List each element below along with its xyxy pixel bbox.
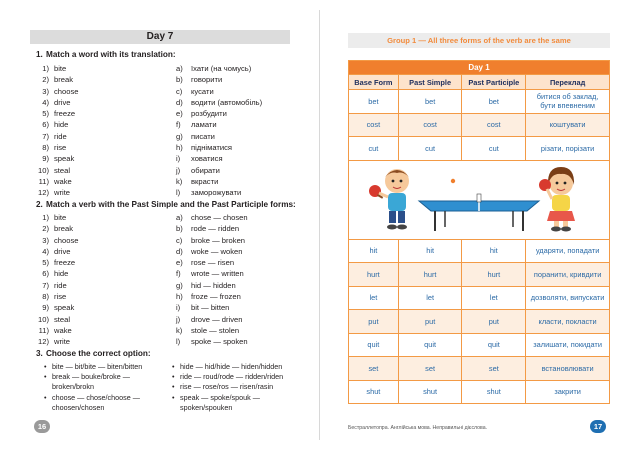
table-cell: set (398, 357, 462, 381)
item-text: водити (автомобіль) (191, 97, 263, 107)
form-item (176, 314, 248, 325)
exercise-2-forms (176, 212, 248, 348)
translation-item (176, 142, 262, 153)
right-page (320, 0, 640, 450)
table-row (349, 113, 610, 137)
item-marker: i) (176, 154, 181, 164)
item-marker: b) (176, 224, 183, 234)
item-text: spoke — spoken (191, 337, 248, 347)
table-cell: cut (349, 137, 399, 161)
translation-item (176, 176, 262, 187)
item-marker: 11) (38, 176, 49, 186)
header-translation: Переклад (526, 75, 610, 90)
header-past-simple: Past Simple (398, 75, 462, 90)
item-text: вкрасти (191, 176, 219, 186)
verb-item (33, 302, 79, 313)
translation-item (176, 119, 262, 130)
exercise-3-options-col2 (172, 362, 302, 413)
table-day-label: Day 1 (349, 61, 610, 75)
verb-item (33, 314, 79, 325)
word-item (33, 74, 79, 85)
table-row (349, 90, 610, 114)
word-item (33, 142, 79, 153)
item-marker: a) (176, 213, 183, 222)
word-item (33, 97, 79, 108)
item-marker: 1) (42, 64, 49, 73)
item-marker: d) (176, 246, 183, 256)
table-cell: quit (349, 333, 399, 357)
item-marker: l) (176, 188, 181, 198)
table-cell: hit (398, 239, 462, 263)
item-text: ламати (191, 120, 217, 130)
option-item (44, 362, 162, 372)
page-number-right: 17 (590, 420, 606, 433)
bullet-icon: • (172, 392, 175, 402)
table-row (349, 357, 610, 381)
item-text: choose (54, 86, 79, 96)
item-marker: g) (176, 131, 183, 141)
item-marker: j) (176, 165, 181, 175)
word-item (33, 131, 79, 142)
item-marker: 10) (38, 165, 49, 175)
option-item (172, 382, 302, 392)
item-text: говорити (191, 75, 223, 85)
table-row (349, 310, 610, 334)
item-marker: f) (176, 269, 181, 279)
table-cell: set (462, 357, 526, 381)
table-cell: hit (462, 239, 526, 263)
verb-item (33, 212, 79, 223)
item-marker: 3) (42, 86, 49, 96)
item-text: drove — driven (191, 314, 243, 324)
table-cell: cut (398, 137, 462, 161)
item-text: hide (54, 120, 69, 130)
item-marker: h) (176, 143, 183, 153)
verb-table (348, 60, 610, 404)
translation-item (176, 165, 262, 176)
item-marker: 9) (42, 154, 49, 164)
table-cell: bet (462, 90, 526, 114)
item-text: steal (54, 165, 71, 175)
option-text: rise — rose/ros — risen/rasin (180, 382, 274, 392)
table-cell: коштувати (526, 113, 610, 137)
item-text: freeze (54, 258, 76, 268)
item-marker: j) (176, 314, 181, 324)
table-cell: shut (462, 380, 526, 404)
table-cell: закрити (526, 380, 610, 404)
item-text: ride (54, 131, 67, 141)
exercise-1-translations (176, 63, 262, 199)
table-cell: quit (398, 333, 462, 357)
table-cell: cost (462, 113, 526, 137)
table-tennis-illustration (349, 160, 610, 239)
table-cell: shut (349, 380, 399, 404)
item-marker: 3) (42, 235, 49, 245)
item-text: wake (54, 325, 72, 335)
item-marker: d) (176, 97, 183, 107)
form-item (176, 246, 248, 257)
word-item (33, 119, 79, 130)
item-text: rise (54, 143, 67, 153)
translation-item (176, 153, 262, 164)
verb-item (33, 257, 79, 268)
header-past-participle: Past Participle (462, 75, 526, 90)
table-cell: залишати, покидати (526, 333, 610, 357)
item-text: rose — risen (191, 258, 235, 268)
item-marker: e) (176, 258, 183, 268)
item-marker: e) (176, 109, 183, 119)
table-cell: hit (349, 239, 399, 263)
word-item (33, 176, 79, 187)
form-item (176, 268, 248, 279)
table-cell: set (349, 357, 399, 381)
item-text: steal (54, 314, 71, 324)
table-cell: поранити, кривдити (526, 263, 610, 287)
table-cell: put (349, 310, 399, 334)
option-item (172, 393, 302, 413)
option-text: bite — bit/bite — biten/bitten (52, 362, 143, 371)
word-item (33, 86, 79, 97)
bullet-icon: • (44, 392, 47, 402)
translation-item (176, 86, 262, 97)
table-row (349, 333, 610, 357)
table-cell: quit (462, 333, 526, 357)
item-marker: 12) (38, 337, 49, 347)
table-cell: shut (398, 380, 462, 404)
item-marker: 8) (42, 143, 49, 153)
item-text: speak (54, 303, 75, 313)
verb-item (33, 325, 79, 336)
form-item (176, 291, 248, 302)
item-text: choose (54, 235, 79, 245)
item-text: їхати (на чомусь) (191, 64, 252, 73)
item-text: drive (54, 97, 71, 107)
item-text: write (54, 337, 71, 347)
exercise-2-title: 2. Match a verb with the Past Simple and the Past Participle forms: (36, 200, 296, 209)
translation-item (176, 97, 262, 108)
item-marker: 7) (42, 131, 49, 141)
footer-text: Бестраллетопра. Англійська мова. Неправильні дієслова. (348, 425, 488, 431)
table-cell: hurt (462, 263, 526, 287)
table-cell: let (349, 286, 399, 310)
verb-item (33, 246, 79, 257)
option-text: speak — spoke/spouk — spoken/spouken (180, 392, 260, 412)
word-item (33, 108, 79, 119)
item-marker: i) (176, 303, 181, 313)
table-row (349, 239, 610, 263)
table-cell: let (398, 286, 462, 310)
form-item (176, 235, 248, 246)
table-cell: hurt (398, 263, 462, 287)
item-text: bit — bitten (191, 303, 230, 313)
item-text: заморожувати (191, 188, 242, 198)
item-marker: b) (176, 75, 183, 85)
item-marker: 4) (42, 97, 49, 107)
item-text: rise (54, 292, 67, 302)
option-item (44, 372, 162, 392)
table-row (349, 263, 610, 287)
bullet-icon: • (172, 382, 175, 392)
table-cell: bet (398, 90, 462, 114)
item-marker: h) (176, 292, 183, 302)
table-row (349, 286, 610, 310)
item-marker: g) (176, 280, 183, 290)
table-cell: cost (349, 113, 399, 137)
table-cell: різати, порізати (526, 137, 610, 161)
item-text: break (54, 75, 73, 85)
item-text: писати (191, 131, 215, 141)
item-marker: l) (176, 337, 181, 347)
translation-item (176, 74, 262, 85)
item-marker: 2) (42, 224, 49, 234)
form-item (176, 257, 248, 268)
item-text: froze — frozen (191, 292, 241, 302)
form-item (176, 280, 248, 291)
exercise-2-words (33, 212, 79, 348)
option-text: choose — chose/choose — choosen/chosen (52, 392, 140, 412)
form-item (176, 223, 248, 234)
table-cell: let (462, 286, 526, 310)
item-text: підніматися (191, 143, 233, 153)
translation-item (176, 131, 262, 142)
item-text: bite (54, 64, 67, 73)
item-marker: 7) (42, 280, 49, 290)
item-marker: 9) (42, 303, 49, 313)
translation-item (176, 63, 262, 74)
item-text: wake (54, 176, 72, 186)
verb-item (33, 268, 79, 279)
table-cell: cost (398, 113, 462, 137)
option-item (172, 372, 302, 382)
item-text: ride (54, 280, 67, 290)
item-text: speak (54, 154, 75, 164)
table-row (349, 380, 610, 404)
day-title: Day 7 (30, 30, 290, 44)
table-cell: битися об заклад, бути впевненим (526, 90, 610, 114)
item-marker: 6) (42, 120, 49, 130)
item-text: кусати (191, 86, 214, 96)
option-item (172, 362, 302, 372)
verb-item (33, 280, 79, 291)
table-cell: ударяти, попадати (526, 239, 610, 263)
item-marker: 5) (42, 258, 49, 268)
table-tennis-kids-icon (349, 161, 609, 237)
item-text: hid — hidden (191, 280, 236, 290)
form-item (176, 325, 248, 336)
word-item (33, 165, 79, 176)
bullet-icon: • (44, 362, 47, 371)
item-text: обирати (191, 165, 220, 175)
bullet-icon: • (172, 362, 175, 371)
table-cell: дозволяти, випускати (526, 286, 610, 310)
item-text: розбудити (191, 109, 227, 119)
exercise-1-title: 1. Match a word with its translation: (36, 50, 176, 59)
item-text: stole — stolen (191, 325, 240, 335)
item-text: chose — chosen (191, 213, 248, 222)
item-marker: 10) (38, 314, 49, 324)
verb-item (33, 223, 79, 234)
item-text: drive (54, 246, 71, 256)
item-marker: 6) (42, 269, 49, 279)
exercise-3-options-col1 (44, 362, 162, 413)
item-marker: 4) (42, 246, 49, 256)
item-text: wrote — written (191, 269, 244, 279)
word-item (33, 153, 79, 164)
item-marker: k) (176, 176, 183, 186)
bullet-icon: • (172, 372, 175, 382)
table-cell: bet (349, 90, 399, 114)
bullet-icon: • (44, 372, 47, 382)
table-cell: put (462, 310, 526, 334)
item-text: bite (54, 213, 67, 222)
table-cell: put (398, 310, 462, 334)
item-text: freeze (54, 109, 76, 119)
word-item (33, 187, 79, 198)
translation-item (176, 108, 262, 119)
table-cell: встановлювати (526, 357, 610, 381)
option-text: break — bouke/broke — broken/brokn (52, 372, 130, 392)
exercise-1-words (33, 63, 79, 199)
item-marker: c) (176, 86, 183, 96)
table-row (349, 137, 610, 161)
verb-item (33, 291, 79, 302)
item-text: ховатися (191, 154, 223, 164)
option-text: ride — roud/rode — ridden/riden (180, 372, 284, 382)
item-text: woke — woken (191, 246, 243, 256)
item-text: write (54, 188, 71, 198)
header-base-form: Base Form (349, 75, 399, 90)
form-item (176, 336, 248, 347)
table-cell: класти, покласти (526, 310, 610, 334)
option-item (44, 393, 162, 413)
item-text: rode — ridden (191, 224, 240, 234)
translation-item (176, 187, 262, 198)
verb-item (33, 336, 79, 347)
item-marker: k) (176, 325, 183, 335)
item-marker: 11) (38, 325, 49, 335)
item-marker: 8) (42, 292, 49, 302)
form-item (176, 302, 248, 313)
item-text: hide (54, 269, 69, 279)
item-text: broke — broken (191, 235, 246, 245)
item-marker: 5) (42, 109, 49, 119)
item-text: break (54, 224, 73, 234)
item-marker: 1) (42, 213, 49, 222)
verb-item (33, 235, 79, 246)
item-marker: 2) (42, 75, 49, 85)
item-marker: 12) (38, 188, 49, 198)
item-marker: f) (176, 120, 181, 130)
table-cell: cut (462, 137, 526, 161)
option-text: hide — hid/hide — hiden/hidden (180, 362, 283, 371)
form-item (176, 212, 248, 223)
item-marker: c) (176, 235, 183, 245)
group-title: Group 1 — All three forms of the verb are the same (348, 33, 610, 48)
item-marker: a) (176, 64, 183, 73)
table-cell: hurt (349, 263, 399, 287)
word-item (33, 63, 79, 74)
exercise-3-title: 3. Choose the correct option: (36, 349, 151, 358)
page-number-left: 16 (34, 420, 50, 433)
